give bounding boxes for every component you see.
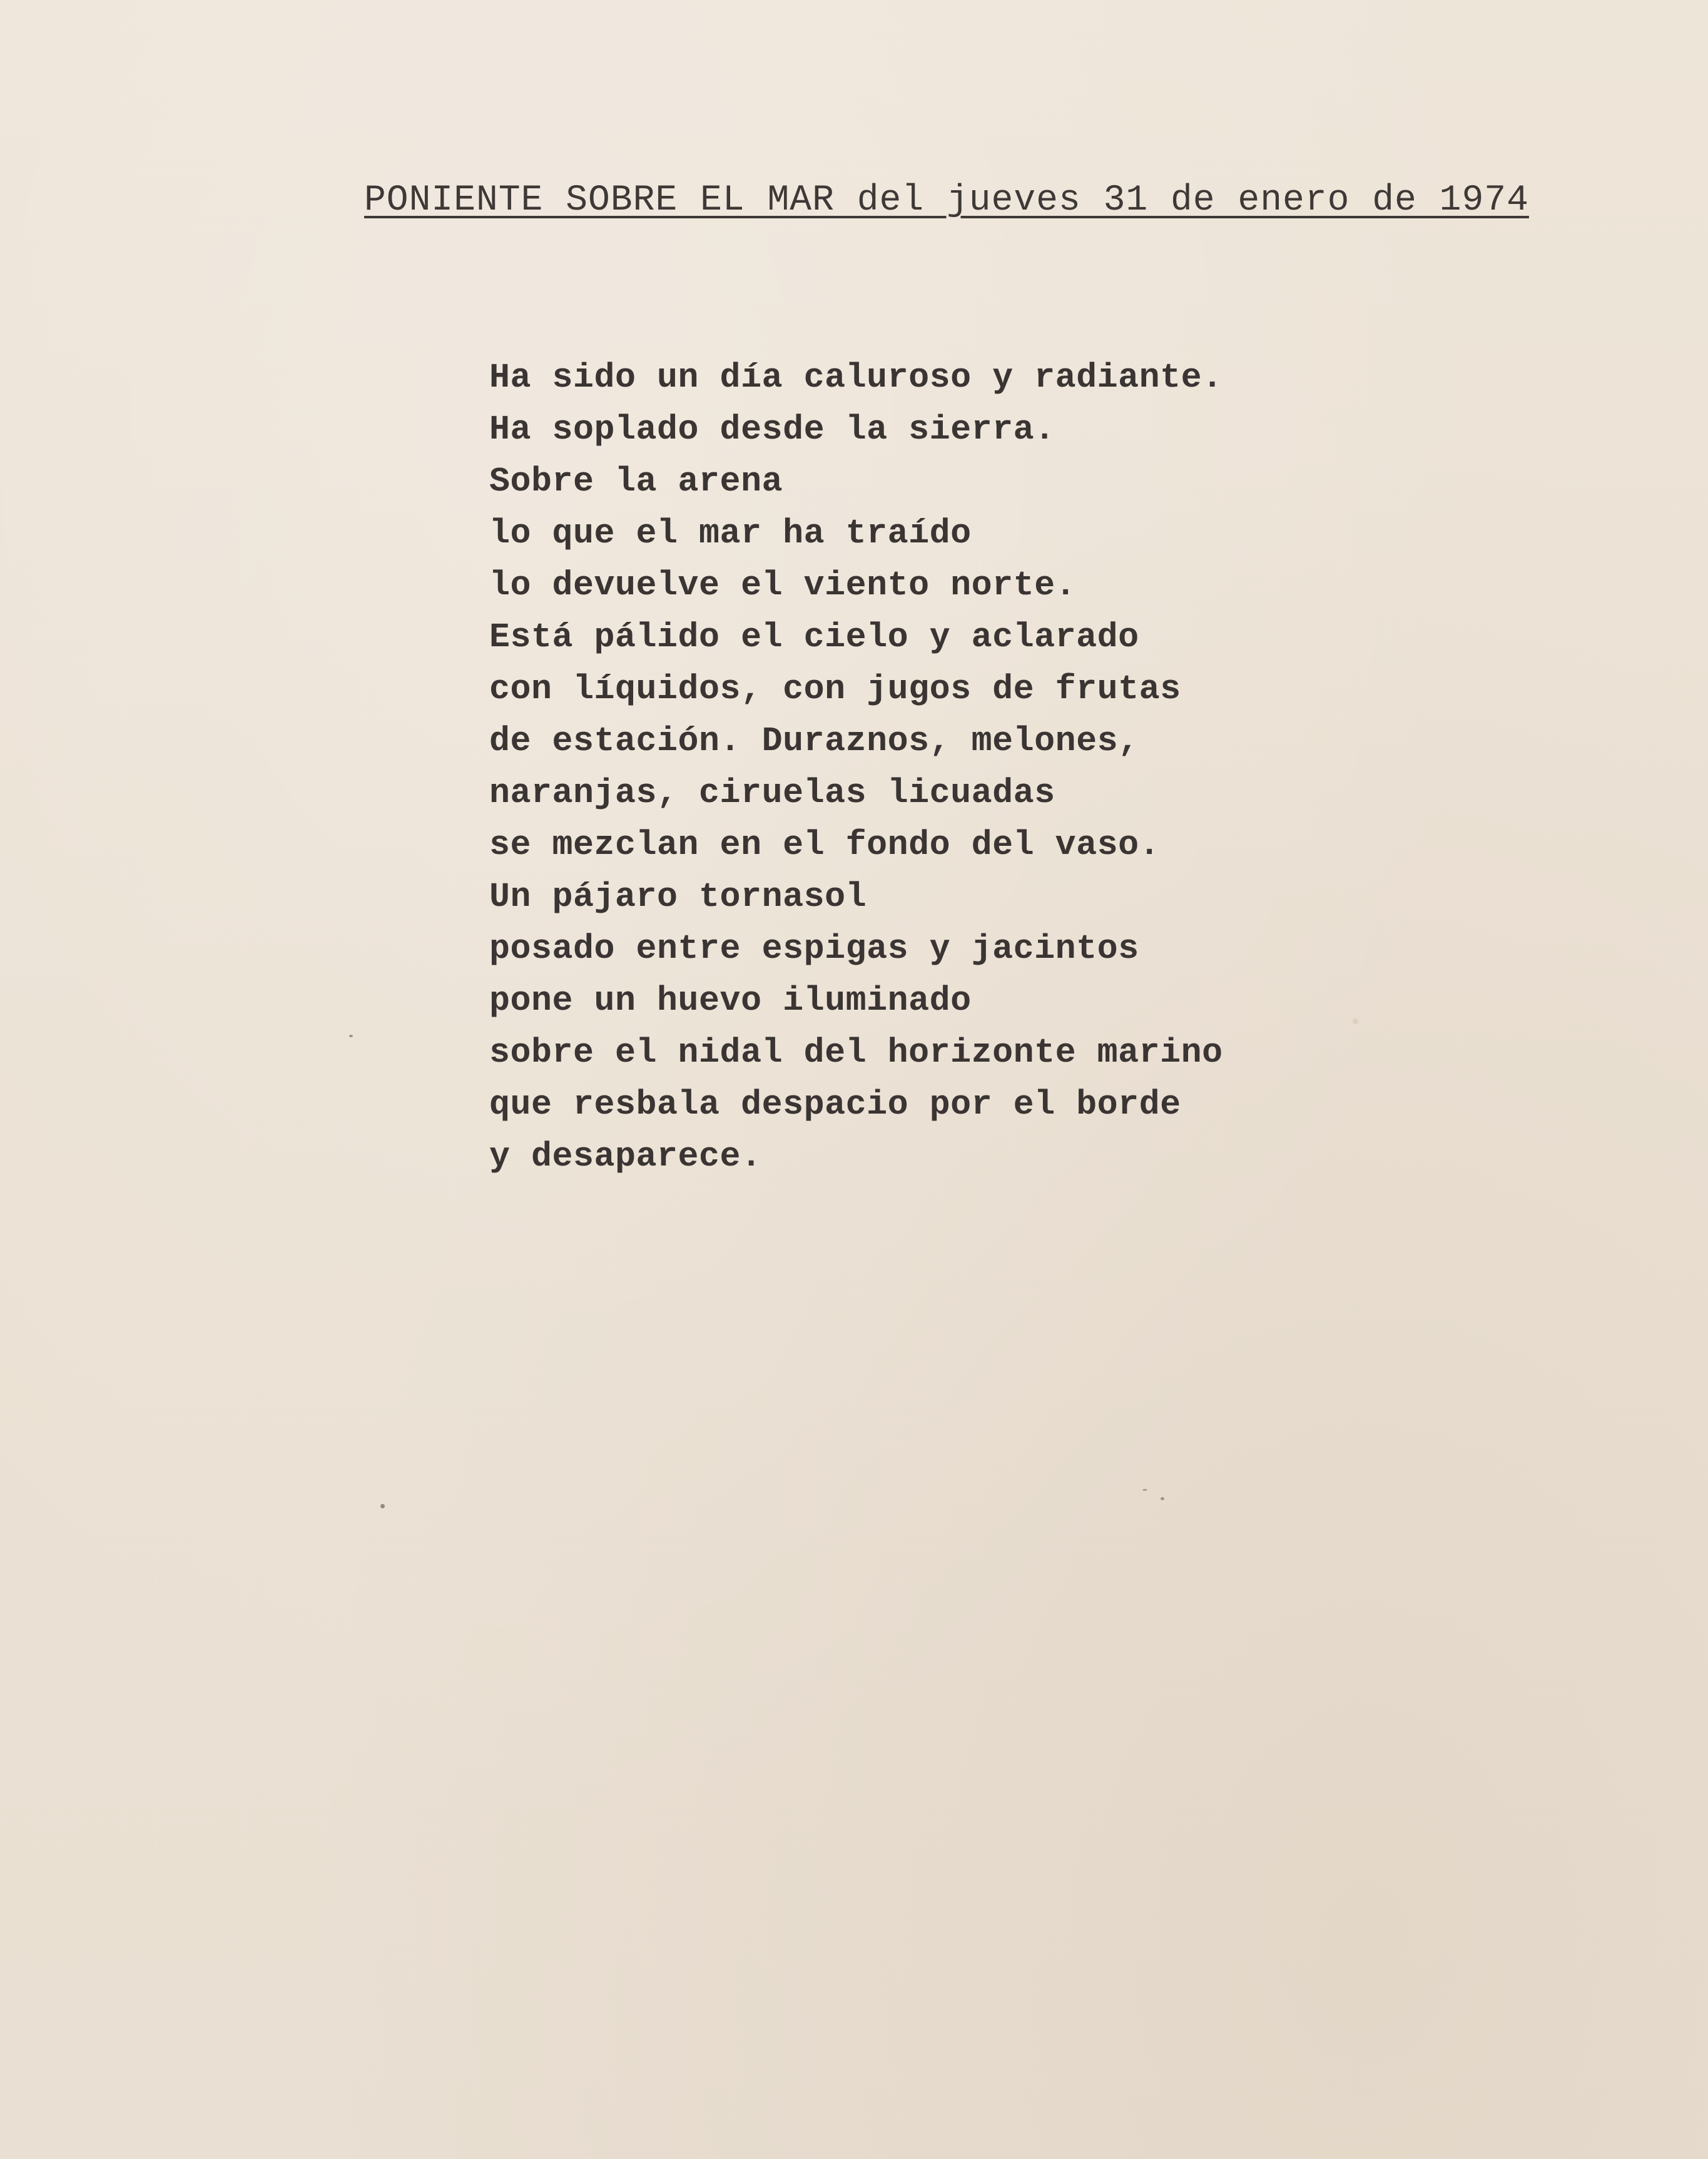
poem-line: Ha sido un día caluroso y radiante. <box>489 358 1223 397</box>
poem-line: se mezclan en el fondo del vaso. <box>489 825 1161 865</box>
poem-line: con líquidos, con jugos de frutas <box>489 669 1181 709</box>
ink-speck <box>1161 1497 1164 1500</box>
poem-line: Un pájaro tornasol <box>489 877 867 917</box>
poem-line: Está pálido el cielo y aclarado <box>489 617 1139 657</box>
poem-line: pone un huevo iluminado <box>489 981 972 1020</box>
poem-title: PONIENTE SOBRE EL MAR del jueves 31 de enero de 1974 <box>364 180 1529 221</box>
poem-line: lo devuelve el viento norte. <box>489 566 1077 605</box>
poem-line: de estación. Duraznos, melones, <box>489 721 1139 761</box>
poem-line: y desaparece. <box>489 1137 762 1176</box>
ink-speck <box>349 1035 353 1037</box>
poem-body <box>489 352 1223 1182</box>
poem-line: Sobre la arena <box>489 462 783 501</box>
poem-line: posado entre espigas y jacintos <box>489 929 1139 968</box>
ink-speck <box>380 1504 385 1508</box>
poem-line: naranjas, ciruelas licuadas <box>489 773 1055 813</box>
poem-line: Ha soplado desde la sierra. <box>489 410 1055 449</box>
ink-speck <box>1142 1489 1147 1491</box>
poem-line: que resbala despacio por el borde <box>489 1085 1181 1124</box>
paper-stain <box>1353 1019 1358 1024</box>
poem-line: lo que el mar ha traído <box>489 514 972 553</box>
poem-line: sobre el nidal del horizonte marino <box>489 1033 1223 1072</box>
